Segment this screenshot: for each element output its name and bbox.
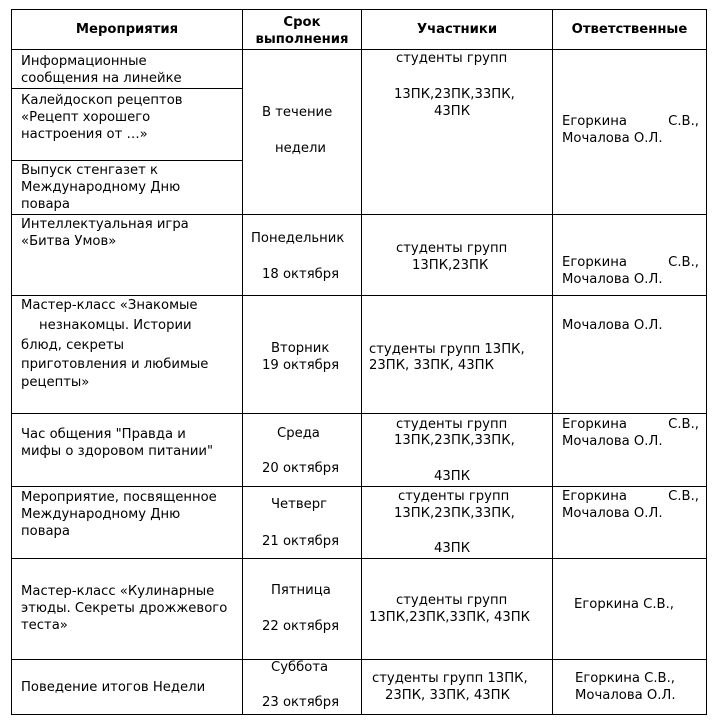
- row-divider: [11, 413, 707, 414]
- deadline-text: недели: [275, 141, 326, 156]
- event-text: Калейдоскоп рецептов: [21, 93, 183, 108]
- participants-text: 23ПК, 33ПК, 43ПК: [385, 688, 510, 703]
- row-divider: [11, 558, 707, 559]
- responsible-text: Егоркина С.В.,: [562, 114, 699, 129]
- event-text: «Рецепт хорошего: [21, 110, 151, 125]
- event-text: Выпуск стенгазет к: [21, 163, 158, 178]
- participants-text: студенты групп: [396, 417, 508, 432]
- responsible-text: Егоркина С.В.,: [575, 671, 675, 686]
- event-text: Международному Дню: [21, 180, 181, 195]
- responsible-text: Мочалова О.Л.: [575, 688, 676, 703]
- event-text: рецепты»: [21, 375, 90, 390]
- deadline-text: 21 октября: [262, 534, 340, 549]
- deadline-text: Суббота: [271, 660, 329, 675]
- event-text: настроения от …»: [21, 127, 148, 142]
- header-events: Мероприятия: [75, 22, 179, 37]
- event-text: блюд, секреты: [21, 338, 125, 353]
- row-divider: [11, 295, 707, 296]
- deadline-text: Пятница: [271, 583, 331, 598]
- participants-text: 23ПК, 33ПК, 43ПК: [369, 358, 494, 373]
- table-border-bottom: [11, 714, 707, 715]
- column-divider: [242, 9, 243, 715]
- deadline-text: Среда: [277, 426, 320, 441]
- event-text: Мероприятие, посвященное: [21, 490, 217, 505]
- responsible-text: Егоркина С.В.,: [574, 597, 674, 612]
- event-text: сообщения на линейке: [21, 71, 182, 86]
- participants-text: студенты групп: [396, 51, 508, 66]
- event-text: повара: [21, 197, 70, 212]
- deadline-text: 20 октября: [262, 461, 340, 476]
- responsible-text: Мочалова О.Л.: [562, 318, 663, 333]
- responsible-text: Мочалова О.Л.: [562, 131, 663, 146]
- deadline-text: 23 октября: [262, 695, 340, 710]
- header-deadline-line2: выполнения: [255, 32, 349, 47]
- event-text: Час общения "Правда и: [21, 427, 186, 442]
- event-text: Мастер-класс «Знакомые: [21, 298, 198, 313]
- row-divider: [11, 659, 707, 660]
- participants-text: 13ПК,23ПК,33ПК,: [394, 433, 515, 448]
- participants-text: студенты групп 13ПК,: [372, 671, 528, 686]
- event-text: этюды. Секреты дрожжевого: [21, 601, 228, 616]
- event-text: незнакомцы. Истории: [39, 318, 192, 333]
- responsible-text: Мочалова О.Л.: [562, 434, 663, 449]
- event-text: мифы о здоровом питании": [21, 444, 214, 459]
- responsible-text: Егоркина С.В.,: [562, 489, 699, 504]
- column-divider: [361, 9, 362, 715]
- deadline-text: Четверг: [271, 497, 328, 512]
- header-deadline-line1: Срок: [283, 15, 321, 30]
- responsible-text: Егоркина С.В.,: [562, 417, 699, 432]
- table-border-top: [11, 9, 707, 10]
- deadline-text: 19 октября: [262, 358, 340, 373]
- event-text: Поведение итогов Недели: [21, 680, 206, 695]
- responsible-text: Егоркина С.В.,: [562, 255, 699, 270]
- participants-text: 43ПК: [434, 104, 471, 119]
- event-text: Мастер-класс «Кулинарные: [21, 584, 215, 599]
- participants-text: 43ПК: [434, 541, 471, 556]
- table-border-right: [706, 9, 707, 715]
- participants-text: 13ПК,23ПК,33ПК,: [394, 506, 515, 521]
- participants-text: студенты групп 13ПК,: [369, 342, 525, 357]
- participants-text: 13ПК,23ПК: [412, 258, 489, 273]
- responsible-text: Мочалова О.Л.: [562, 272, 663, 287]
- event-text: теста»: [21, 618, 68, 633]
- column-divider: [552, 9, 553, 715]
- deadline-text: В течение: [262, 105, 333, 120]
- event-text: «Битва Умов»: [21, 234, 117, 249]
- participants-text: 43ПК: [434, 469, 471, 484]
- participants-text: студенты групп: [398, 489, 510, 504]
- deadline-text: Вторник: [271, 341, 330, 356]
- deadline-text: Понедельник: [251, 231, 345, 246]
- participants-text: студенты групп: [396, 241, 508, 256]
- participants-text: 13ПК,23ПК,33ПК,: [394, 87, 515, 102]
- table-header-divider: [11, 49, 707, 50]
- row-divider: [11, 486, 707, 487]
- row-divider: [11, 214, 707, 215]
- participants-text: студенты групп: [396, 593, 508, 608]
- header-responsible: Ответственные: [571, 22, 688, 37]
- deadline-text: 18 октября: [262, 267, 340, 282]
- event-text: повара: [21, 524, 70, 539]
- deadline-text: 22 октября: [262, 619, 340, 634]
- event-text: Информационные: [21, 54, 147, 69]
- row-divider: [11, 160, 242, 161]
- responsible-text: Мочалова О.Л.: [562, 506, 663, 521]
- table-border-left: [11, 9, 12, 715]
- header-participants: Участники: [416, 22, 498, 37]
- event-text: Международному Дню: [21, 507, 181, 522]
- participants-text: 13ПК,23ПК,33ПК, 43ПК: [369, 610, 531, 625]
- row-divider: [11, 88, 242, 89]
- event-text: приготовления и любимые: [21, 357, 209, 372]
- event-text: Интеллектуальная игра: [21, 217, 189, 232]
